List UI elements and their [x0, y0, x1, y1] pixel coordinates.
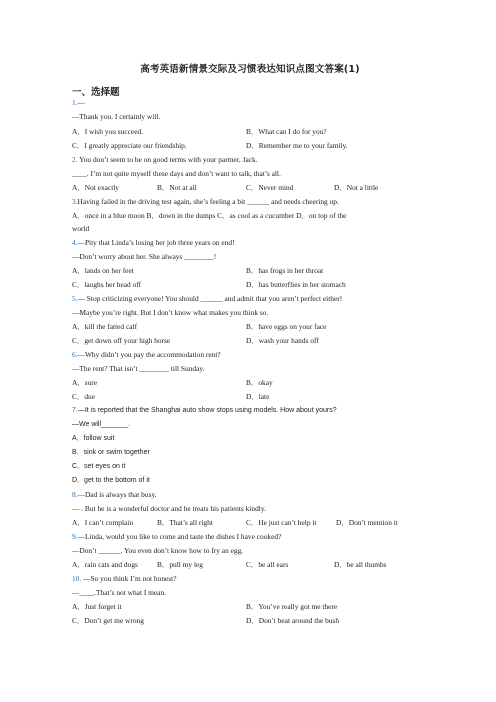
question-2 — [72, 155, 428, 165]
option-d[interactable]: D．get to the bottom of it — [72, 477, 150, 484]
option-b[interactable]: B．have eggs on your face — [246, 322, 327, 331]
option-d[interactable]: D．late — [246, 392, 270, 401]
question-3-options-cont: world — [72, 224, 90, 233]
question-10 — [72, 574, 428, 584]
question-10-line2: —____.That’s not what I mean. — [72, 588, 167, 597]
question-9 — [72, 532, 428, 542]
question-stem: Having failed in the driving test again, she’s feeling a bit ______ and needs cheering up. — [77, 197, 339, 206]
question-stem: —Pity that Linda’s losing her job three years on end! — [77, 238, 235, 247]
question-3 — [72, 197, 428, 207]
question-stem: — — [77, 98, 85, 107]
question-number: 10. — [72, 574, 82, 583]
question-number: 7. — [72, 407, 78, 414]
option-c[interactable]: C．Never mind — [246, 183, 294, 192]
option-c[interactable]: C．be all ears — [246, 560, 289, 569]
option-b[interactable]: B．pull my leg — [157, 560, 203, 569]
option-d[interactable]: D．be all thumbs — [334, 560, 387, 569]
option-b[interactable]: B．okay — [246, 378, 273, 387]
question-number: 6. — [72, 350, 78, 359]
question-stem: —It is reported that the Shanghai auto show stops using models. How about yours? — [77, 407, 337, 414]
question-6-line2: —The rent? That isn’t ________ till Sunday. — [72, 364, 205, 373]
question-4 — [72, 238, 428, 248]
option-a[interactable]: A．I wish you succeed. — [72, 127, 144, 136]
page-title: 高考英语新情景交际及习惯表达知识点图文答案(1) — [140, 64, 360, 75]
option-b[interactable]: B．What can I do for you? — [246, 127, 327, 136]
option-d[interactable]: D．Remember me to your family. — [246, 141, 348, 150]
question-number: 5. — [72, 294, 78, 303]
question-stem: —Dad is always that busy. — [77, 490, 157, 499]
option-a[interactable]: A．lands on her feet — [72, 266, 134, 275]
option-d[interactable]: D．Don’t mention it — [336, 518, 398, 527]
option-a[interactable]: A．follow suit — [72, 435, 115, 442]
option-d[interactable]: D．Not a little — [334, 183, 379, 192]
question-stem: —Linda, would you like to come and taste the dishes I have cooked? — [77, 532, 282, 541]
option-c[interactable]: C．I greatly appreciate our friendship. — [72, 141, 187, 150]
question-number: 1. — [72, 98, 78, 107]
option-c[interactable]: C．He just can’t help it — [246, 518, 317, 527]
question-stem: — Stop criticizing everyone! You should ______ and admit that you aren’t perfect either! — [77, 294, 343, 303]
option-a[interactable]: A．sure — [72, 378, 98, 387]
option-a[interactable]: A．Not exactly — [72, 183, 119, 192]
question-8-line2: — . But he is a wonderful doctor and he treats his patients kindly. — [72, 504, 266, 513]
option-a[interactable]: A．kill the fatted calf — [72, 322, 138, 331]
question-4-line2: —Don’t worry about her. She always ________! — [72, 252, 217, 261]
question-5-line2: —Maybe you’re right. But I don’t know what makes you think so. — [72, 308, 269, 317]
question-number: 4. — [72, 238, 78, 247]
question-8 — [72, 490, 428, 500]
question-number: 9. — [72, 532, 78, 541]
question-7-line2: —We will_______. — [72, 421, 131, 428]
question-number: 8. — [72, 490, 78, 499]
option-c[interactable]: C．Don’t get me wrong — [72, 616, 144, 625]
question-number: 3. — [72, 197, 78, 206]
option-d[interactable]: D．Don’t beat around the bush — [246, 616, 340, 625]
question-1 — [72, 98, 428, 108]
question-stem: —Why didn’t you pay the accommodation rent? — [77, 350, 221, 359]
option-b[interactable]: B．Not at all — [157, 183, 197, 192]
question-5 — [72, 294, 428, 304]
option-a[interactable]: A．Just forget it — [72, 602, 122, 611]
option-b[interactable]: B．has frogs in her throat — [246, 266, 324, 275]
option-b[interactable]: B．You’ve really got me there — [246, 602, 338, 611]
option-c[interactable]: C．due — [72, 392, 95, 401]
option-a[interactable]: A．rain cats and dogs — [72, 560, 138, 569]
question-2-line2: ____. I’m not quite myself these days and don’t want to talk, that’s all. — [72, 169, 281, 178]
question-stem: You don’t seem to be on good terms with your partner, Jack. — [77, 155, 258, 164]
option-a[interactable]: A．I can’t complain — [72, 518, 134, 527]
option-b[interactable]: B．sink or swim together — [72, 449, 150, 456]
section-heading: 一、选择题 — [72, 87, 120, 98]
option-b[interactable]: B．That’s all right — [157, 518, 213, 527]
question-9-line2: —Don’t ______. You even don’t know how to fry an egg. — [72, 546, 244, 555]
option-c[interactable]: C．get down off your high horse — [72, 336, 171, 345]
question-stem: —So you think I’m not honest? — [81, 574, 177, 583]
question-3-options[interactable]: A．once in a blue moon B．down in the dumps C．as cool as a cucumber D．on top of the — [72, 211, 347, 220]
option-c[interactable]: C．set eyes on it — [72, 463, 126, 470]
question-number: 2. — [72, 155, 78, 164]
question-7 — [72, 406, 428, 416]
question-6 — [72, 350, 428, 360]
option-d[interactable]: D．has butterflies in her stomach — [246, 280, 346, 289]
option-d[interactable]: D．wash your hands off — [246, 336, 319, 345]
option-c[interactable]: C．laughs her head off — [72, 280, 142, 289]
question-1-line2: —Thank you. I certainly will. — [72, 112, 161, 121]
